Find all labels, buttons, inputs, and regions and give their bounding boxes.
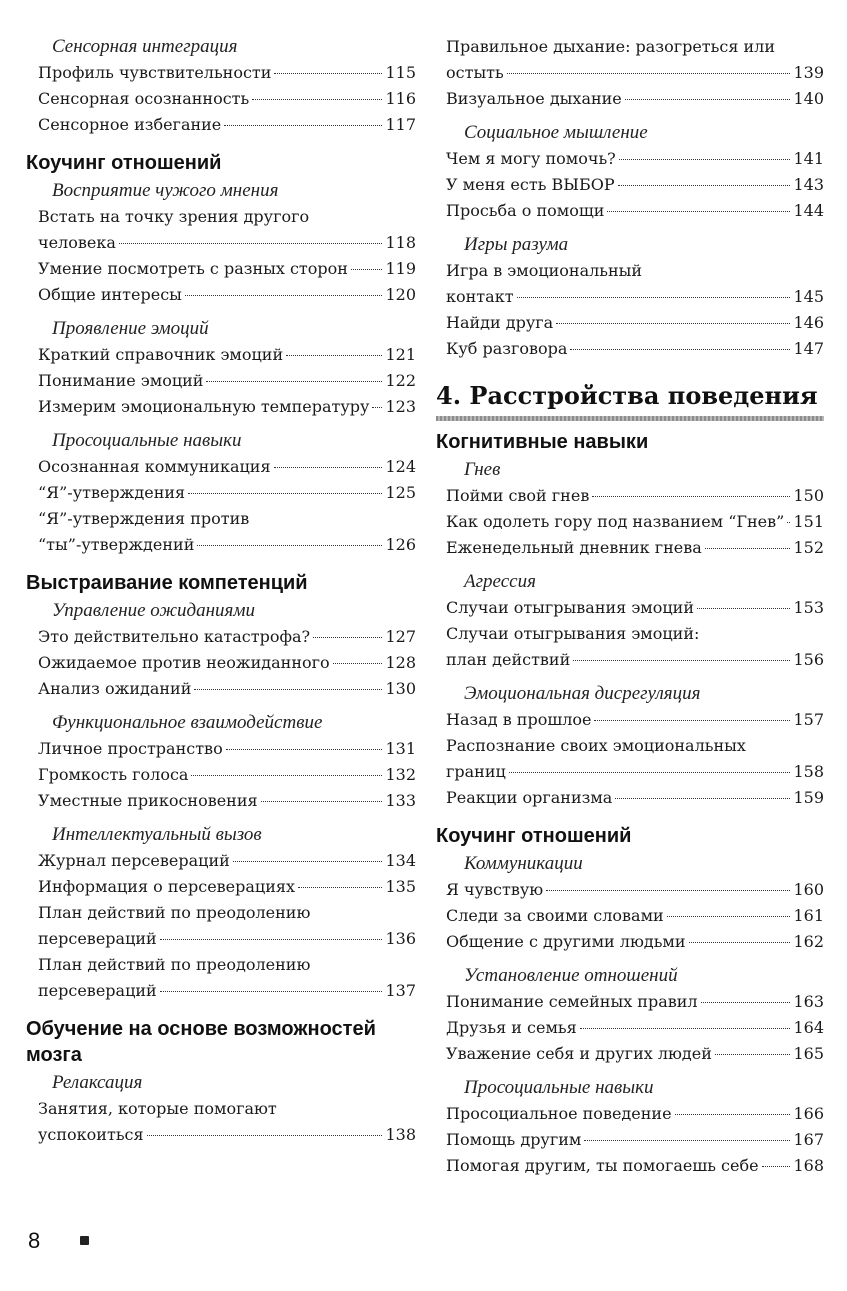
entry-title: Умение посмотреть с разных сторон: [38, 259, 348, 278]
entry-page: 159: [793, 788, 824, 807]
dot-leader: [592, 496, 790, 497]
entry-page: 124: [385, 457, 416, 476]
left-column: [26, 34, 416, 1148]
entry-page: 118: [385, 233, 416, 252]
entry-title: Уважение себя и других людей: [446, 1044, 712, 1063]
dot-leader: [705, 548, 791, 549]
toc-entry[interactable]: [446, 146, 824, 172]
entry-page: 137: [385, 981, 416, 1000]
section-title: Когнитивные навыки: [436, 431, 649, 453]
entry-page: 150: [793, 486, 824, 505]
toc-entry[interactable]: [38, 848, 416, 874]
toc-entry[interactable]: [38, 1096, 416, 1148]
entry-title: Просоциальное поведение: [446, 1104, 672, 1123]
toc-entry[interactable]: [38, 676, 416, 702]
subsection-title: Интеллектуальный вызов: [52, 824, 262, 845]
entry-page: 127: [385, 627, 416, 646]
entry-page: 151: [793, 512, 824, 531]
dot-leader: [580, 1028, 791, 1029]
entry-title: Реакции организма: [446, 788, 613, 807]
entry-title: Общие интересы: [38, 285, 182, 304]
dot-leader: [762, 1166, 791, 1167]
entry-title-line: План действий по преодолению: [38, 955, 311, 974]
dot-leader: [509, 772, 791, 773]
right-column: [436, 34, 824, 1179]
entry-title-line: План действий по преодолению: [38, 903, 311, 922]
entry-title: Краткий справочник эмоций: [38, 345, 284, 364]
entry-page: 147: [793, 339, 824, 358]
entry-title-line: Встать на точку зрения другого: [38, 207, 310, 226]
entry-page: 158: [793, 762, 824, 781]
entry-title: Уместные прикосновения: [38, 791, 258, 810]
dot-leader: [333, 663, 383, 664]
entry-page: 133: [385, 791, 416, 810]
chapter-rule: [436, 416, 824, 421]
entry-page: 160: [793, 880, 824, 899]
dot-leader: [615, 798, 790, 799]
toc-entry[interactable]: [446, 785, 824, 811]
entry-title: Анализ ожиданий: [38, 679, 192, 698]
entry-page: 161: [793, 906, 824, 925]
dot-leader: [667, 916, 791, 917]
dot-leader: [625, 99, 791, 100]
toc-entry[interactable]: [446, 310, 824, 336]
toc-entry[interactable]: [38, 900, 416, 952]
dot-leader: [191, 775, 382, 776]
entry-title: Друзья и семья: [446, 1018, 577, 1037]
toc-entry[interactable]: [446, 86, 824, 112]
dot-leader: [185, 295, 383, 296]
entry-title: Громкость голоса: [38, 765, 189, 784]
entry-title: Помощь другим: [446, 1130, 582, 1149]
dot-leader: [119, 243, 383, 244]
entry-title: “ты”-утверждений: [38, 535, 195, 554]
entry-page: 115: [385, 63, 416, 82]
toc-entry[interactable]: [446, 336, 824, 362]
entry-page: 162: [793, 932, 824, 951]
dot-leader: [372, 407, 382, 408]
entry-page: 123: [385, 397, 416, 416]
entry-page: 168: [793, 1156, 824, 1175]
entry-title: Общение с другими людьми: [446, 932, 686, 951]
entry-title: Измерим эмоциональную температуру: [38, 397, 370, 416]
toc-entry[interactable]: [38, 506, 416, 558]
subsection-title: Проявление эмоций: [52, 318, 209, 339]
dot-leader: [313, 637, 382, 638]
entry-title: Я чувствую: [446, 880, 544, 899]
dot-leader: [787, 522, 790, 523]
toc-entry[interactable]: [446, 1153, 824, 1179]
entry-page: 139: [793, 63, 824, 82]
subsection-title: Коммуникации: [464, 853, 583, 874]
dot-leader: [226, 749, 383, 750]
entry-page: 144: [793, 201, 824, 220]
entry-title: Понимание эмоций: [38, 371, 204, 390]
toc-entry[interactable]: [446, 483, 824, 509]
dot-leader: [274, 73, 382, 74]
entry-title: Как одолеть гору под названием “Гнев”: [446, 512, 785, 531]
dot-leader: [546, 890, 790, 891]
entry-page: 121: [385, 345, 416, 364]
entry-page: 145: [793, 287, 824, 306]
entry-page: 164: [793, 1018, 824, 1037]
entry-title: Куб разговора: [446, 339, 568, 358]
entry-title: У меня есть ВЫБОР: [446, 175, 615, 194]
toc-entry[interactable]: [38, 256, 416, 282]
subsection-title: Игры разума: [464, 234, 569, 255]
toc-entry[interactable]: [38, 874, 416, 900]
entry-page: 153: [793, 598, 824, 617]
entry-title: человека: [38, 233, 116, 252]
dot-leader: [233, 861, 383, 862]
toc-entry[interactable]: [38, 86, 416, 112]
dot-leader: [689, 942, 791, 943]
entry-page: 134: [385, 851, 416, 870]
entry-title: Ожидаемое против неожиданного: [38, 653, 330, 672]
toc-entry[interactable]: [38, 788, 416, 814]
entry-title-line: “Я”-утверждения против: [38, 509, 250, 528]
dot-leader: [224, 125, 382, 126]
subsection-title: Агрессия: [464, 571, 536, 592]
toc-entry[interactable]: [38, 368, 416, 394]
entry-page: 122: [385, 371, 416, 390]
dot-leader: [570, 349, 790, 350]
entry-title-line: Занятия, которые помогают: [38, 1099, 277, 1118]
toc-entry[interactable]: [446, 1041, 824, 1067]
entry-page: 126: [385, 535, 416, 554]
toc-entry[interactable]: [38, 454, 416, 480]
entry-title: Чем я могу помочь?: [446, 149, 616, 168]
entry-page: 128: [385, 653, 416, 672]
toc-entry[interactable]: [38, 342, 416, 368]
subsection-title: Эмоциональная дисрегуляция: [464, 683, 701, 704]
entry-page: 116: [385, 89, 416, 108]
dot-leader: [188, 493, 382, 494]
entry-page: 166: [793, 1104, 824, 1123]
toc-entry[interactable]: [446, 509, 824, 535]
dot-leader: [351, 269, 383, 270]
entry-title: Пойми свой гнев: [446, 486, 590, 505]
entry-page: 125: [385, 483, 416, 502]
toc-entry[interactable]: [38, 282, 416, 308]
toc-entry[interactable]: [38, 480, 416, 506]
dot-leader: [618, 185, 791, 186]
subsection-title: Управление ожиданиями: [52, 600, 255, 621]
entry-title: план действий: [446, 650, 571, 669]
entry-title: Еженедельный дневник гнева: [446, 538, 702, 557]
toc-entry[interactable]: [446, 595, 824, 621]
entry-title: Помогая другим, ты помогаешь себе: [446, 1156, 759, 1175]
entry-page: 119: [385, 259, 416, 278]
entry-page: 163: [793, 992, 824, 1011]
dot-leader: [298, 887, 382, 888]
entry-page: 152: [793, 538, 824, 557]
toc-entry[interactable]: [38, 952, 416, 1004]
entry-title: остыть: [446, 63, 504, 82]
toc-entry[interactable]: [446, 1015, 824, 1041]
subsection-title: Социальное мышление: [464, 122, 648, 143]
toc-entry[interactable]: [446, 258, 824, 310]
section-title: Обучение на основе возможностей мозга: [26, 1018, 376, 1066]
entry-title: контакт: [446, 287, 514, 306]
entry-title: персевераций: [38, 929, 157, 948]
dot-leader: [517, 297, 791, 298]
subsection-title: Гнев: [464, 459, 501, 480]
entry-title-line: Случаи отыгрывания эмоций:: [446, 624, 700, 643]
entry-title-line: Распознание своих эмоциональных: [446, 736, 746, 755]
entry-page: 131: [385, 739, 416, 758]
entry-page: 156: [793, 650, 824, 669]
entry-title: Найди друга: [446, 313, 554, 332]
entry-title: Осознанная коммуникация: [38, 457, 271, 476]
dot-leader: [160, 991, 383, 992]
dot-leader: [206, 381, 382, 382]
entry-title: персевераций: [38, 981, 157, 1000]
toc-entry[interactable]: [38, 60, 416, 86]
section-title: Выстраивание компетенций: [26, 572, 308, 594]
dot-leader: [194, 689, 382, 690]
entry-title: “Я”-утверждения: [38, 483, 186, 502]
entry-title-line: Правильное дыхание: разогреться или: [446, 37, 775, 56]
toc-entry[interactable]: [446, 707, 824, 733]
dot-leader: [584, 1140, 790, 1141]
entry-title: Следи за своими словами: [446, 906, 664, 925]
dot-leader: [573, 660, 790, 661]
dot-leader: [715, 1054, 791, 1055]
toc-entry[interactable]: [446, 1101, 824, 1127]
toc-entry[interactable]: [446, 903, 824, 929]
dot-leader: [286, 355, 382, 356]
toc-entry[interactable]: [38, 394, 416, 420]
dot-leader: [619, 159, 791, 160]
toc-entry[interactable]: [446, 535, 824, 561]
subsection-title: Релаксация: [52, 1072, 143, 1093]
toc-entry[interactable]: [38, 204, 416, 256]
toc-entry[interactable]: [446, 34, 824, 86]
entry-page: 120: [385, 285, 416, 304]
entry-title: Профиль чувствительности: [38, 63, 272, 82]
dot-leader: [507, 73, 791, 74]
entry-title: Визуальное дыхание: [446, 89, 622, 108]
dot-leader: [274, 467, 383, 468]
entry-title: Случаи отыгрывания эмоций: [446, 598, 694, 617]
dot-leader: [160, 939, 383, 940]
subsection-title: Установление отношений: [464, 965, 678, 986]
chapter-title: 4. Расстройства поведения: [436, 381, 818, 410]
dot-leader: [147, 1135, 383, 1136]
entry-page: 143: [793, 175, 824, 194]
toc-entry[interactable]: [446, 929, 824, 955]
entry-title: Информация о персеверациях: [38, 877, 295, 896]
toc-entry[interactable]: [38, 624, 416, 650]
toc-entry[interactable]: [446, 989, 824, 1015]
entry-page: 117: [385, 115, 416, 134]
subsection-title: Просоциальные навыки: [52, 430, 242, 451]
toc-entry[interactable]: [38, 650, 416, 676]
toc-entry[interactable]: [446, 877, 824, 903]
subsection-title: Просоциальные навыки: [464, 1077, 654, 1098]
subsection-title: Функциональное взаимодействие: [52, 712, 323, 733]
toc-entry[interactable]: [446, 172, 824, 198]
entry-title-line: Игра в эмоциональный: [446, 261, 643, 280]
entry-title: успокоиться: [38, 1125, 144, 1144]
dot-leader: [252, 99, 382, 100]
dot-leader: [701, 1002, 791, 1003]
toc-entry[interactable]: [446, 621, 824, 673]
entry-page: 165: [793, 1044, 824, 1063]
entry-page: 167: [793, 1130, 824, 1149]
entry-title: Понимание семейных правил: [446, 992, 698, 1011]
entry-title: Сенсорная осознанность: [38, 89, 250, 108]
toc-entry[interactable]: [446, 198, 824, 224]
subsection-title: Сенсорная интеграция: [52, 36, 238, 57]
dot-leader: [697, 608, 790, 609]
entry-page: 135: [385, 877, 416, 896]
dot-leader: [675, 1114, 791, 1115]
toc-entry[interactable]: [446, 733, 824, 785]
section-title: Коучинг отношений: [436, 825, 632, 847]
subsection-title: Восприятие чужого мнения: [52, 180, 279, 201]
entry-title: Личное пространство: [38, 739, 223, 758]
dot-leader: [197, 545, 382, 546]
section-title: Коучинг отношений: [26, 152, 222, 174]
toc-entry[interactable]: [446, 1127, 824, 1153]
page-number: 8: [28, 1228, 41, 1253]
entry-title: Это действительно катастрофа?: [38, 627, 311, 646]
toc-entry[interactable]: [38, 112, 416, 138]
entry-title: Назад в прошлое: [446, 710, 592, 729]
entry-page: 136: [385, 929, 416, 948]
entry-page: 141: [793, 149, 824, 168]
dot-leader: [261, 801, 383, 802]
entry-title: Журнал персевераций: [38, 851, 230, 870]
entry-title: Сенсорное избегание: [38, 115, 222, 134]
entry-title: границ: [446, 762, 506, 781]
footer-ornament-icon: [80, 1236, 89, 1245]
entry-page: 146: [793, 313, 824, 332]
entry-page: 138: [385, 1125, 416, 1144]
entry-page: 130: [385, 679, 416, 698]
entry-title: Просьба о помощи: [446, 201, 605, 220]
dot-leader: [556, 323, 790, 324]
entry-page: 140: [793, 89, 824, 108]
dot-leader: [594, 720, 790, 721]
dot-leader: [607, 211, 790, 212]
toc-entry[interactable]: [38, 736, 416, 762]
toc-entry[interactable]: [38, 762, 416, 788]
entry-page: 132: [385, 765, 416, 784]
entry-page: 157: [793, 710, 824, 729]
